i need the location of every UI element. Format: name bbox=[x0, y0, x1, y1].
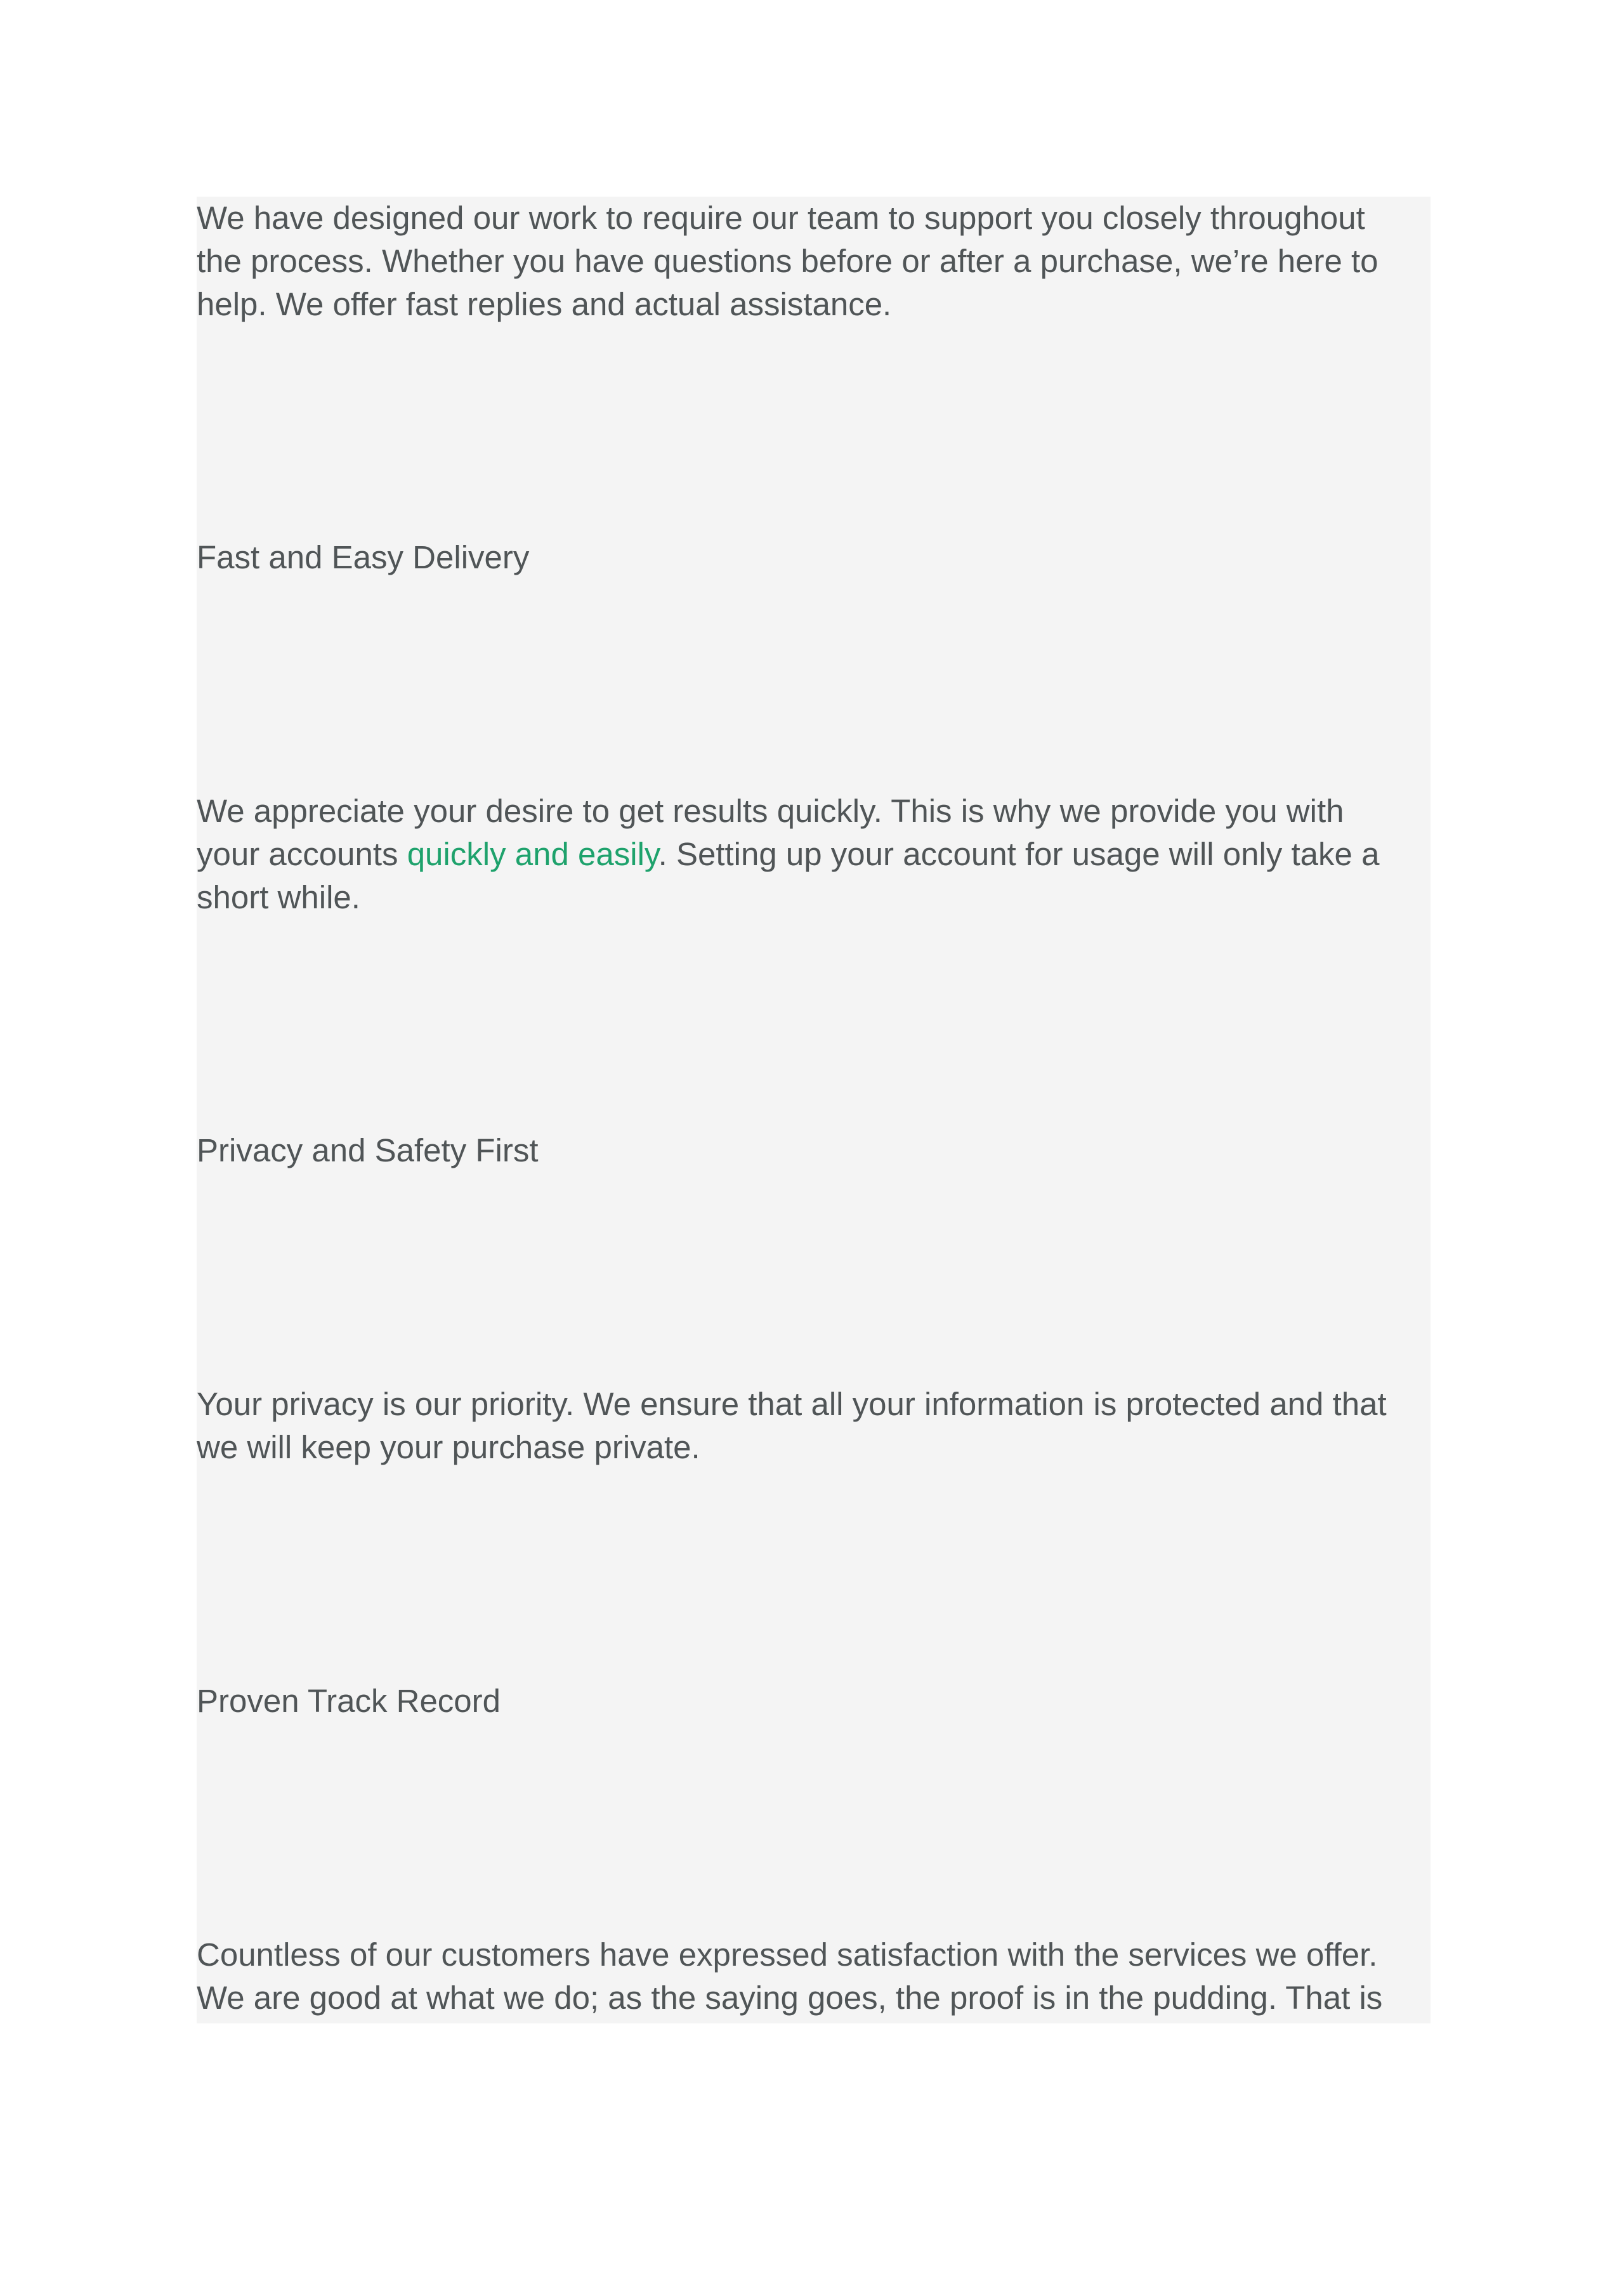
support-paragraph: We have designed our work to require our team to support you closely throughout the process. Whether you have questions before or after a purchase, we’re here to help. We offer fast replies and actual assistance. bbox=[197, 200, 1378, 322]
privacy-safety-paragraph: Your privacy is our priority. We ensure that all your information is protected and that we will keep your purchase private. bbox=[197, 1386, 1387, 1465]
privacy-safety-heading: Privacy and Safety First bbox=[197, 1132, 539, 1168]
fast-delivery-text-start: We appreciate your desire to get results quickly. This is why we provide you with your accounts bbox=[197, 793, 1344, 872]
content-panel bbox=[197, 197, 1431, 2023]
track-record-paragraph: Countless of our customers have expressed satisfaction with the services we offer. We are good at what we do; as the saying goes, the proof is in the pudding. That is bbox=[197, 1937, 1383, 2016]
track-record-heading: Proven Track Record bbox=[197, 1683, 501, 1719]
fast-delivery-text-end: . Setting up your account for usage will only take a short while. bbox=[197, 836, 1380, 915]
fast-delivery-paragraph bbox=[197, 790, 1411, 919]
quickly-and-easily-link[interactable]: quickly and easily bbox=[407, 836, 658, 872]
fast-delivery-heading: Fast and Easy Delivery bbox=[197, 539, 530, 575]
